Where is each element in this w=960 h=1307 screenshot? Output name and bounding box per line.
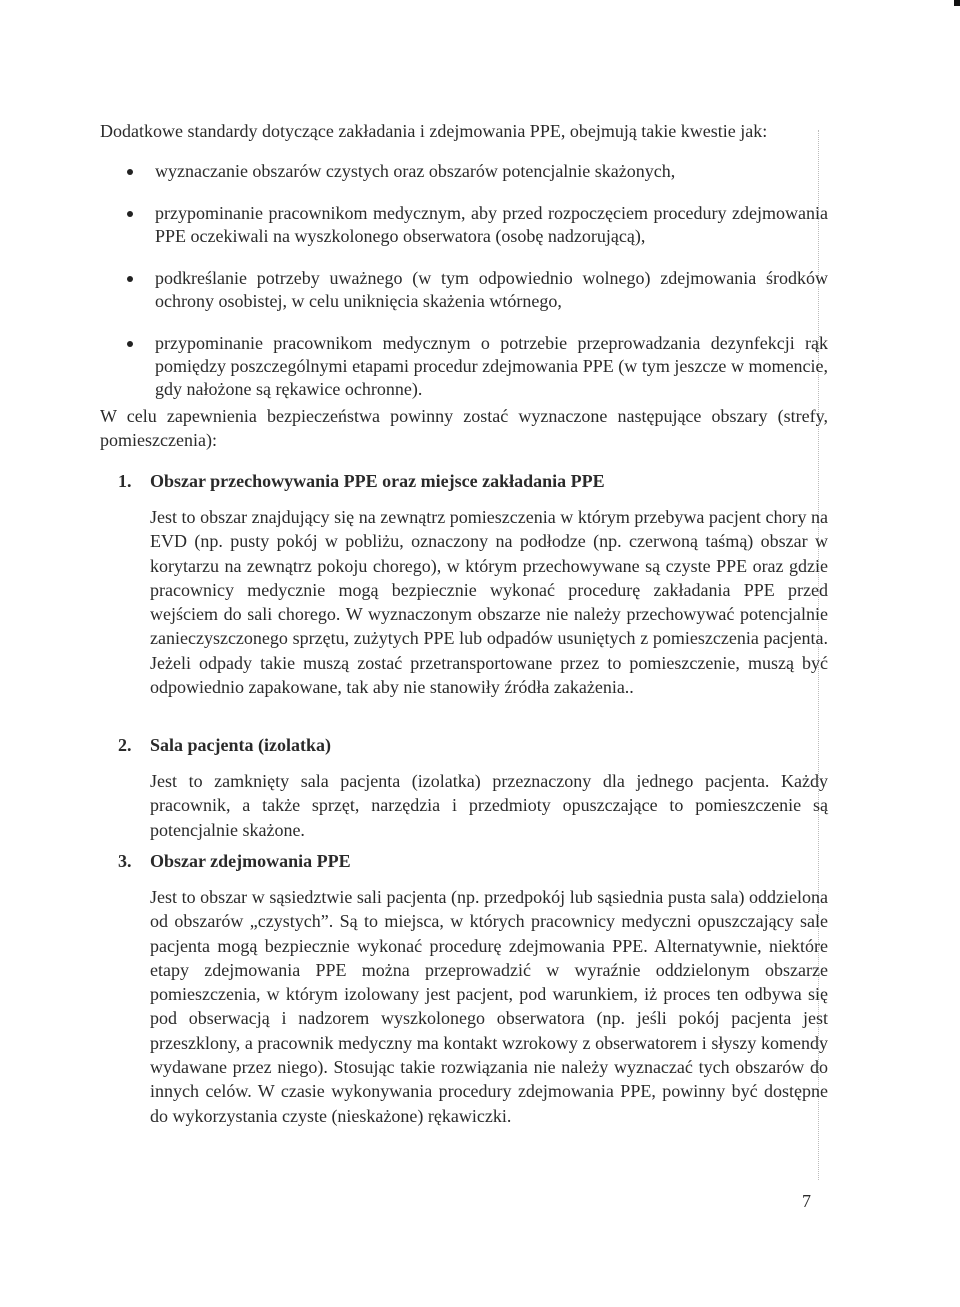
section-title: Obszar zdejmowania PPE <box>150 851 351 871</box>
bullet-list <box>100 160 828 420</box>
section-heading <box>118 849 828 873</box>
section-number: 2. <box>118 735 132 755</box>
bullet-icon <box>127 211 133 217</box>
bullet-icon <box>127 341 133 347</box>
section-title: Obszar przechowywania PPE oraz miejsce zakładania PPE <box>150 471 605 491</box>
bullet-icon <box>127 169 133 175</box>
section-doffing-area <box>118 849 828 1128</box>
section-storage-donning <box>118 469 828 699</box>
scan-corner-mark <box>954 0 960 6</box>
intro-paragraph: Dodatkowe standardy dotyczące zakładania i zdejmowania PPE, obejmują takie kwestie jak: <box>100 121 768 141</box>
section-title: Sala pacjenta (izolatka) <box>150 735 331 755</box>
section-body: Jest to obszar znajdujący się na zewnątrz pomieszczenia w którym przebywa pacjent chory na EVD (np. pusty pokój w pobliżu, oznaczony na podłodze (np. czerwoną taśmą) obszar w korytarzu na zewnątrz pokoju chorego), w którym przechowywane są czyste PPE oraz gdzie pracownicy medycznie mogą bezpiecznie wykonać procedurę zakładania PPE przed wejściem do sali chorego. W wyznaczonym obszarze nie należy przechowywać potencjalnie zanieczyszczonego sprzętu, zużytych PPE lub odpadów usuniętych z pomieszczenia pacjenta. Jeżeli odpady takie muszą zostać przetransportowane przez to pomieszczenie, muszą być odpowiednio zapakowane, tak aby nie stanowiły źródła zakażenia.. <box>150 507 828 698</box>
section-patient-room <box>118 733 828 842</box>
bullet-text: podkreślanie potrzeby uważnego (w tym odpowiednio wolnego) zdejmowania środków ochrony osobistej, w celu uniknięcia skażenia wtórnego, <box>155 268 828 311</box>
bullet-text: przypominanie pracownikom medycznym, aby przed rozpoczęciem procedury zdejmowania PPE oczekiwali na wyszkolonego obserwatora (osobę nadzorującą), <box>155 203 828 246</box>
list-item <box>100 160 828 183</box>
bullet-text: wyznaczanie obszarów czystych oraz obszarów potencjalnie skażonych, <box>155 161 676 181</box>
bullet-icon <box>127 276 133 282</box>
section-number: 3. <box>118 851 132 871</box>
bullet-text: przypominanie pracownikom medycznym o potrzebie przeprowadzania dezynfekcji rąk pomiędzy poszczególnymi etapami procedur zdejmowania PPE (w tym jeszcze w momencie, gdy nałożone są rękawice ochronne). <box>155 333 828 399</box>
section-number: 1. <box>118 471 132 491</box>
section-heading <box>118 733 828 757</box>
page-number: 7 <box>802 1191 811 1211</box>
list-item <box>100 332 828 401</box>
list-item <box>100 267 828 313</box>
zones-intro-paragraph: W celu zapewnienia bezpieczeństwa powinny zostać wyznaczone następujące obszary (strefy, pomieszczenia): <box>100 406 828 450</box>
section-body: Jest to zamknięty sala pacjenta (izolatka) przeznaczony dla jednego pacjenta. Każdy pracownik, a także sprzęt, narzędzia i przedmioty opuszczające to pomieszczenie są potencjalnie skażone. <box>150 771 828 840</box>
section-heading <box>118 469 828 493</box>
list-item <box>100 202 828 248</box>
section-body: Jest to obszar w sąsiedztwie sali pacjenta (np. przedpokój lub sąsiednia pusta sala) oddzielona od obszarów „czystych”. Są to miejsca, w których pracownicy medyczni opuszczający sale pacjenta mogą bezpiecznie wykonać procedurę zdejmowania PPE. Alternatywnie, niektóre etapy zdejmowania PPE można przeprowadzić w wyraźnie oddzielonym obszarze pomieszczenia, w którym izolowany jest pacjent, pod warunkiem, iż proces ten odbywa się pod obserwacją i nadzorem wyszkolonego obserwatora (np. jeśli pokój pacjenta jest przeszklony, a pracownik medyczny ma kontakt wzrokowy z obserwatorem i słyszy komendy wydawane przez niego). Stosując takie rozwiązania nie należy wyznaczać tych obszarów do innych celów. W czasie wykonywania procedury zdejmowania PPE, powinny być dostępne do wykorzystania czyste (nieskażone) rękawiczki. <box>150 887 828 1126</box>
